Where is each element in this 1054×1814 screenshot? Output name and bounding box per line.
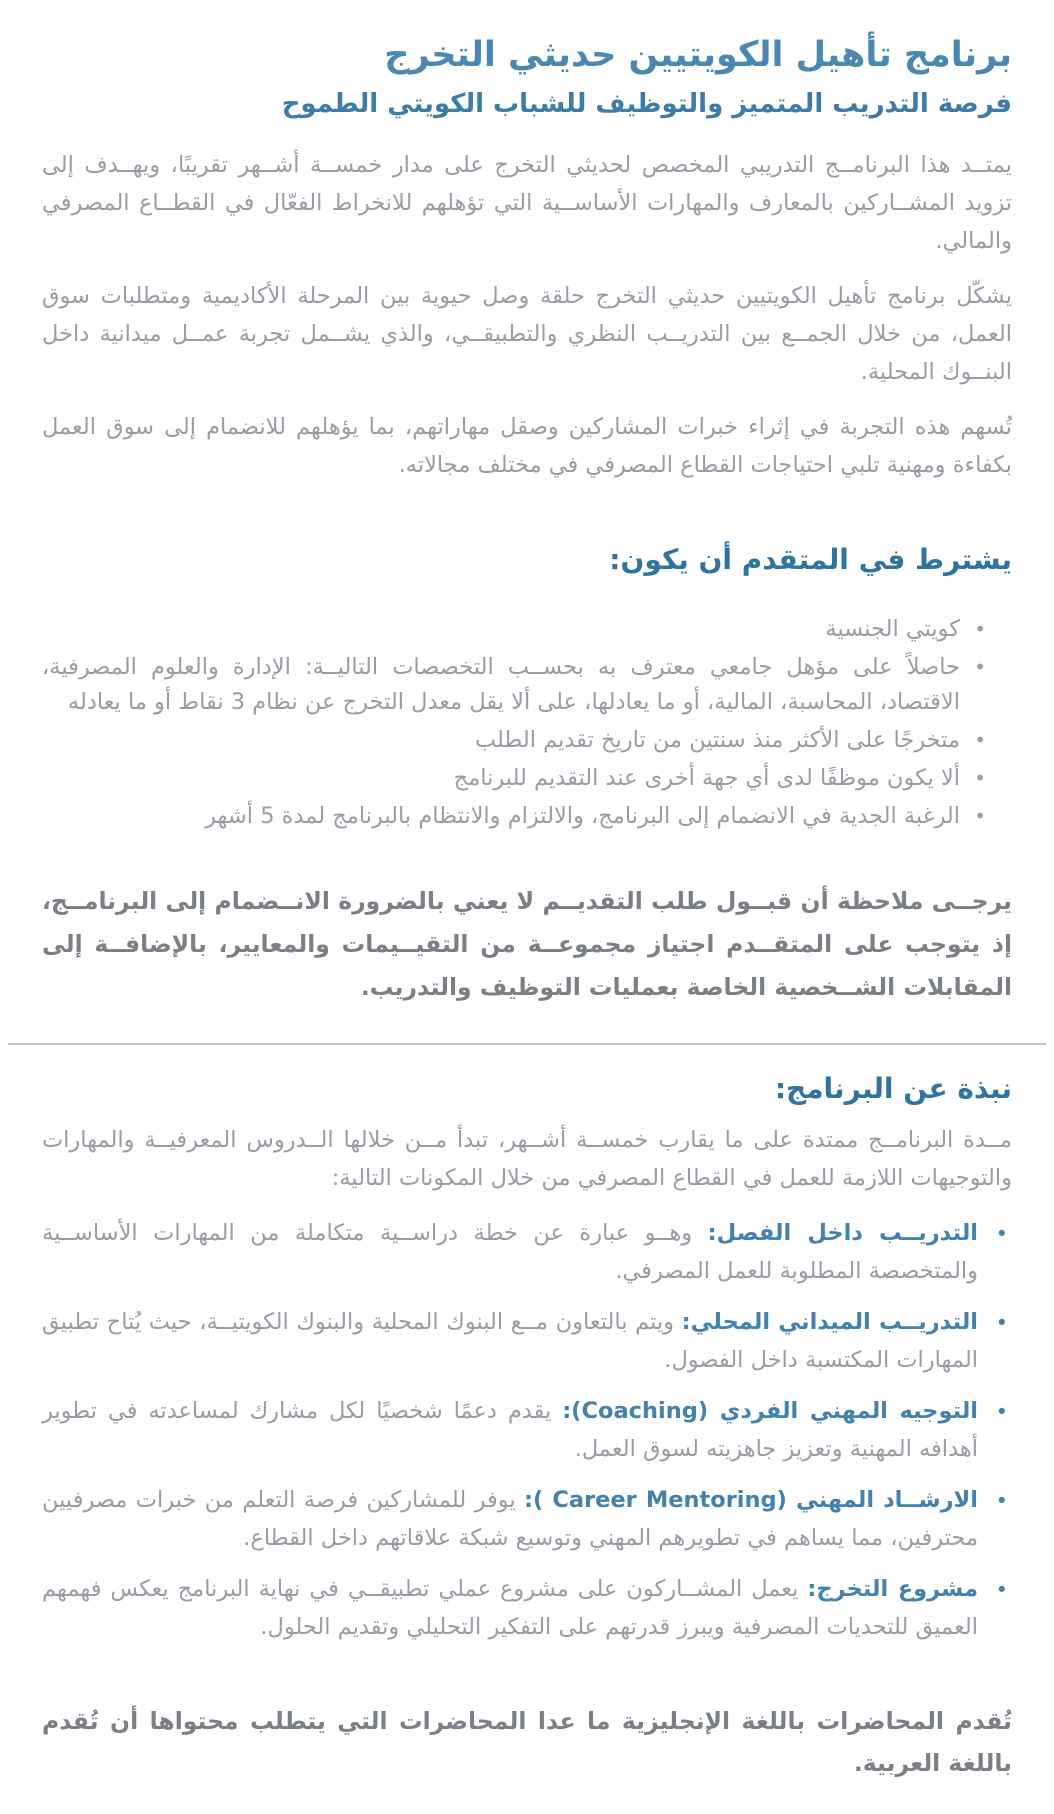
component-text: يقدم دعمًا شخصيًا لكل مشارك لمساعدته في تطوير أهدافه المهنية وتعزيز جاهزيته لسوق العمل. (42, 1398, 978, 1463)
requirement-text: ألا يكون موظفًا لدى أي جهة أخرى عند التقديم للبرنامج (453, 764, 960, 791)
component-text: ويتم بالتعاون مــع البنوك المحلية والبنوك الكويتيــة، حيث يُتاح تطبيق المهارات المكتسبة داخل الفصول. (42, 1309, 978, 1374)
component-label: الارشــاد المهني (Career Mentoring ): (524, 1487, 979, 1514)
intro-section (42, 146, 1012, 484)
requirements-list (42, 612, 1012, 834)
requirement-text: حاصلاً على مؤهل جامعي معترف به بحســب التخصصات التاليــة: الإدارة والعلوم المصرفية، الاقتصاد، المحاسبة، المالية، أو ما يعادلها، على ألا يقل معدل التخرج عن نظام 3 نقاط أو ما يعادله (42, 653, 960, 715)
intro-paragraph: يمتــد هذا البرنامــج التدريبي المخصص لحديثي التخرج على مدار خمســة أشــهر تقريبًا، ويهــدف إلى تزويد المشــاركين بالمعارف والمهارات الأساســية التي تؤهلهم للانخراط الفعّال في القطــاع المصرفي والمالي. (42, 151, 1012, 254)
component-label: مشروع التخرج: (807, 1576, 978, 1603)
component-item (42, 1481, 1012, 1557)
component-item (42, 1570, 1012, 1646)
program-components-list (42, 1214, 1012, 1646)
component-label: التدريــب داخل الفصل: (707, 1220, 978, 1247)
requirement-text: كويتي الجنسية (825, 615, 960, 642)
intro-paragraph: تُسهم هذه التجربة في إثراء خبرات المشاركين وصقل مهاراتهم، بما يؤهلهم للانضمام إلى سوق العمل بكفاءة ومهنية تلبي احتياجات القطاع المصرفي في مختلف مجالاته. (42, 413, 1012, 478)
component-text: وهــو عبارة عن خطة دراســية متكاملة من المهارات الأساســية والمتخصصة المطلوبة للعمل المصرفي. (42, 1220, 978, 1285)
section-divider (8, 1043, 1046, 1045)
about-heading: نبذة عن البرنامج: (774, 1071, 1012, 1105)
intro-paragraph: يشكّل برنامج تأهيل الكويتيين حديثي التخرج حلقة وصل حيوية بين المرحلة الأكاديمية ومتطلبات سوق العمل، من خلال الجمــع بين التدريــب النظري والتطبيقــي، والذي يشــمل تجربة عمــل ميدانية داخل البنــوك المحلية. (42, 282, 1012, 385)
requirement-item (42, 723, 986, 758)
component-label: التوجيه المهني الفردي (Coaching): (562, 1398, 978, 1425)
requirements-heading: يشترط في المتقدم أن يكون: (609, 542, 1012, 576)
about-intro-paragraph: مــدة البرنامــج ممتدة على ما يقارب خمســة أشــهر، تبدأ مــن خلالها الــدروس المعرفيــة والمهارات والتوجيهات اللازمة للعمل في القطاع المصرفي من خلال المكونات التالية: (42, 1127, 1012, 1192)
component-item (42, 1392, 1012, 1468)
requirement-text: الرغبة الجدية في الانضمام إلى البرنامج، والالتزام والانتظام بالبرنامج لمدة 5 أشهر (205, 802, 960, 829)
component-label: التدريــب الميداني المحلي: (681, 1309, 978, 1336)
requirement-text: متخرجًا على الأكثر منذ سنتين من تاريخ تقديم الطلب (474, 726, 960, 753)
requirement-item (42, 761, 986, 796)
requirement-item (42, 799, 986, 834)
component-item (42, 1214, 1012, 1290)
requirement-item (42, 612, 986, 647)
page-subtitle: فرصة التدريب المتميز والتوظيف للشباب الكويتي الطموح (281, 88, 1012, 119)
component-item (42, 1303, 1012, 1379)
language-note: تُقدم المحاضرات باللغة الإنجليزية ما عدا المحاضرات التي يتطلب محتواها أن تُقدم باللغة العربية. (42, 1707, 1012, 1778)
acceptance-note: يرجــى ملاحظة أن قبــول طلب التقديــم لا يعني بالضرورة الانــضمام إلى البرنامــج، إذ يتوجب على المتقــدم اجتياز مجموعــة من التقيــيمات والمعايير، بالإضافــة إلى المقابلات الشــخصية الخاصة بعمليات التوظيف والتدريب. (42, 886, 1012, 1001)
component-text: يعمل المشــاركون على مشروع عملي تطبيقــي في نهاية البرنامج يعكس فهمهم العميق للتحديات المصرفية ويبرز قدرتهم على التفكير التحليلي وتقديم الحلول. (42, 1576, 978, 1641)
page-title: برنامج تأهيل الكويتيين حديثي التخرج (384, 35, 1012, 75)
requirement-item (42, 650, 986, 720)
component-text: يوفر للمشاركين فرصة التعلم من خبرات مصرفيين محترفين، مما يساهم في تطويرهم المهني وتوسيع شبكة علاقاتهم داخل القطاع. (42, 1487, 978, 1552)
